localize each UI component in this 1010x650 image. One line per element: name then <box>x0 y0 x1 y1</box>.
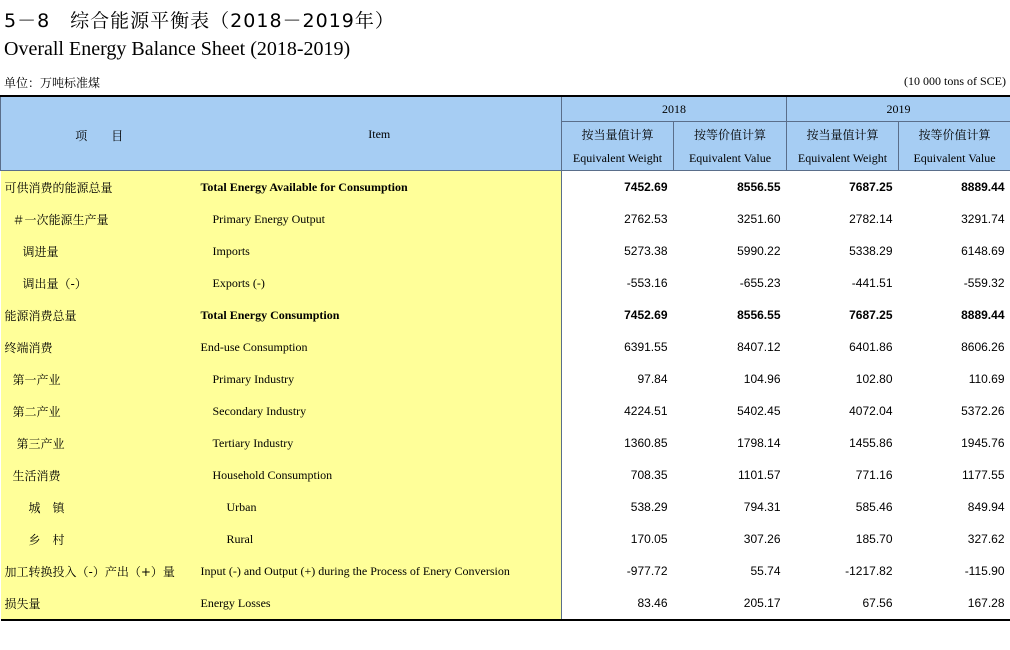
row-label-cn: 城 镇 <box>1 491 198 523</box>
cell-value: 5402.45 <box>737 404 781 418</box>
table-row <box>1 395 1010 427</box>
header-2018-equivalent-weight-cn: 按当量值计算 <box>562 122 674 147</box>
row-label-cn: ＃一次能源生产量 <box>1 203 198 235</box>
cell-value: 771.16 <box>855 468 893 482</box>
cell-value: 8556.55 <box>674 171 787 204</box>
cell-value: 83.46 <box>637 596 668 610</box>
table-row <box>1 171 1010 204</box>
cell-value: 1101.57 <box>738 468 781 482</box>
cell-value: 4224.51 <box>624 404 668 418</box>
cell-value: 104.96 <box>743 372 781 386</box>
header-2019-equivalent-weight-cn: 按当量值计算 <box>787 122 899 147</box>
cell-value: 8889.44 <box>961 308 1005 322</box>
cell-value: 849.94 <box>967 500 1005 514</box>
cell-value: 538.29 <box>630 500 668 514</box>
header-year-2019: 2019 <box>787 96 1010 122</box>
row-label-cn: 终端消费 <box>1 331 198 363</box>
cell-value: -559.32 <box>963 276 1005 290</box>
table-row <box>1 523 1010 555</box>
cell-value: -441.51 <box>851 276 893 290</box>
cell-value: 1798.14 <box>737 436 781 450</box>
cell-value: 7687.25 <box>849 308 893 322</box>
cell-value: 2762.53 <box>624 212 668 226</box>
cell-value: 1360.85 <box>624 436 668 450</box>
row-label-cn: 损失量 <box>1 587 198 620</box>
header-item-cn: 项 目 <box>1 96 198 171</box>
header-2019-equivalent-value-en: Equivalent Value <box>899 146 1010 171</box>
header-2018-equivalent-value-cn: 按等价值计算 <box>674 122 787 147</box>
cell-value: 5338.29 <box>849 244 893 258</box>
row-label-cn: 调进量 <box>1 235 198 267</box>
cell-value: 1945.76 <box>961 436 1005 450</box>
cell-value: 5372.26 <box>961 404 1005 418</box>
cell-value: 7452.69 <box>562 171 674 204</box>
row-label-en: Total Energy Consumption <box>198 299 562 331</box>
cell-value: -655.23 <box>739 276 781 290</box>
cell-value: 2782.14 <box>849 212 893 226</box>
row-label-en: Secondary Industry <box>198 395 562 427</box>
cell-value: -553.16 <box>626 276 668 290</box>
row-label-en: Urban <box>198 491 562 523</box>
row-label-en: Imports <box>198 235 562 267</box>
cell-value: 97.84 <box>637 372 668 386</box>
row-label-cn: 乡 村 <box>1 523 198 555</box>
header-2018-equivalent-value-en: Equivalent Value <box>674 146 787 171</box>
table-row <box>1 363 1010 395</box>
page-title-en: Overall Energy Balance Sheet (2018-2019) <box>4 38 351 60</box>
cell-value: 110.69 <box>968 372 1005 386</box>
row-label-en: Rural <box>198 523 562 555</box>
header-2019-equivalent-value-cn: 按等价值计算 <box>899 122 1010 147</box>
cell-value: 167.28 <box>967 596 1005 610</box>
row-label-cn: 调出量（-） <box>1 267 198 299</box>
cell-value: 67.56 <box>862 596 893 610</box>
row-label-cn: 能源消费总量 <box>1 299 198 331</box>
table-row <box>1 459 1010 491</box>
row-label-en: Primary Energy Output <box>198 203 562 235</box>
header-2019-equivalent-weight-en: Equivalent Weight <box>787 146 899 171</box>
page-title-cn: 5－8 综合能源平衡表（2018－2019年） <box>4 10 395 32</box>
row-label-cn: 第一产业 <box>1 363 198 395</box>
cell-value: 1455.86 <box>849 436 893 450</box>
cell-value: 1177.55 <box>962 468 1005 482</box>
cell-value: 3251.60 <box>737 212 781 226</box>
cell-value: 307.26 <box>743 532 781 546</box>
row-label-cn: 加工转换投入（-）产出（+）量 <box>1 555 198 587</box>
table-row <box>1 331 1010 363</box>
cell-value: 6401.86 <box>849 340 893 354</box>
cell-value: 8407.12 <box>737 340 781 354</box>
cell-value: -977.72 <box>626 564 668 578</box>
cell-value: 5990.22 <box>737 244 781 258</box>
row-label-cn: 可供消费的能源总量 <box>1 171 198 204</box>
row-label-en: End-use Consumption <box>198 331 562 363</box>
header-item-en: Item <box>198 96 562 171</box>
header-2018-equivalent-weight-en: Equivalent Weight <box>562 146 674 171</box>
row-label-en: Exports (-) <box>198 267 562 299</box>
cell-value: 6391.55 <box>624 340 668 354</box>
row-label-cn: 第三产业 <box>1 427 198 459</box>
cell-value: 55.74 <box>750 564 781 578</box>
row-label-en: Household Consumption <box>198 459 562 491</box>
cell-value: 205.17 <box>743 596 781 610</box>
cell-value: 5273.38 <box>624 244 668 258</box>
table-row <box>1 299 1010 331</box>
cell-value: 7687.25 <box>787 171 899 204</box>
cell-value: 185.70 <box>855 532 893 546</box>
cell-value: 102.80 <box>855 372 893 386</box>
cell-value: -1217.82 <box>845 564 893 578</box>
unit-label-en: (10 000 tons of SCE) <box>904 74 1006 88</box>
cell-value: 708.35 <box>630 468 668 482</box>
row-label-en: Tertiary Industry <box>198 427 562 459</box>
row-label-cn: 第二产业 <box>1 395 198 427</box>
table-row <box>1 427 1010 459</box>
cell-value: 8556.55 <box>737 308 781 322</box>
row-label-en: Total Energy Available for Consumption <box>198 171 562 204</box>
table-row <box>1 235 1010 267</box>
cell-value: 8889.44 <box>899 171 1010 204</box>
table-row <box>1 267 1010 299</box>
row-label-en: Primary Industry <box>198 363 562 395</box>
row-label-en: Input (-) and Output (+) during the Process of Enery Conversion <box>198 555 562 587</box>
unit-label-cn: 单位：万吨标准煤 <box>4 76 101 90</box>
cell-value: 4072.04 <box>849 404 893 418</box>
header-year-2018: 2018 <box>562 96 787 122</box>
cell-value: 327.62 <box>967 532 1005 546</box>
row-label-cn: 生活消费 <box>1 459 198 491</box>
cell-value: -115.90 <box>964 564 1005 578</box>
table-row <box>1 587 1010 620</box>
cell-value: 7452.69 <box>624 308 668 322</box>
cell-value: 794.31 <box>743 500 781 514</box>
cell-value: 3291.74 <box>961 212 1005 226</box>
table-row <box>1 203 1010 235</box>
table-row <box>1 555 1010 587</box>
table-row <box>1 491 1010 523</box>
cell-value: 170.05 <box>630 532 668 546</box>
cell-value: 6148.69 <box>961 244 1005 258</box>
cell-value: 8606.26 <box>961 340 1005 354</box>
energy-balance-table <box>0 95 1010 621</box>
cell-value: 585.46 <box>855 500 893 514</box>
row-label-en: Energy Losses <box>198 587 562 620</box>
